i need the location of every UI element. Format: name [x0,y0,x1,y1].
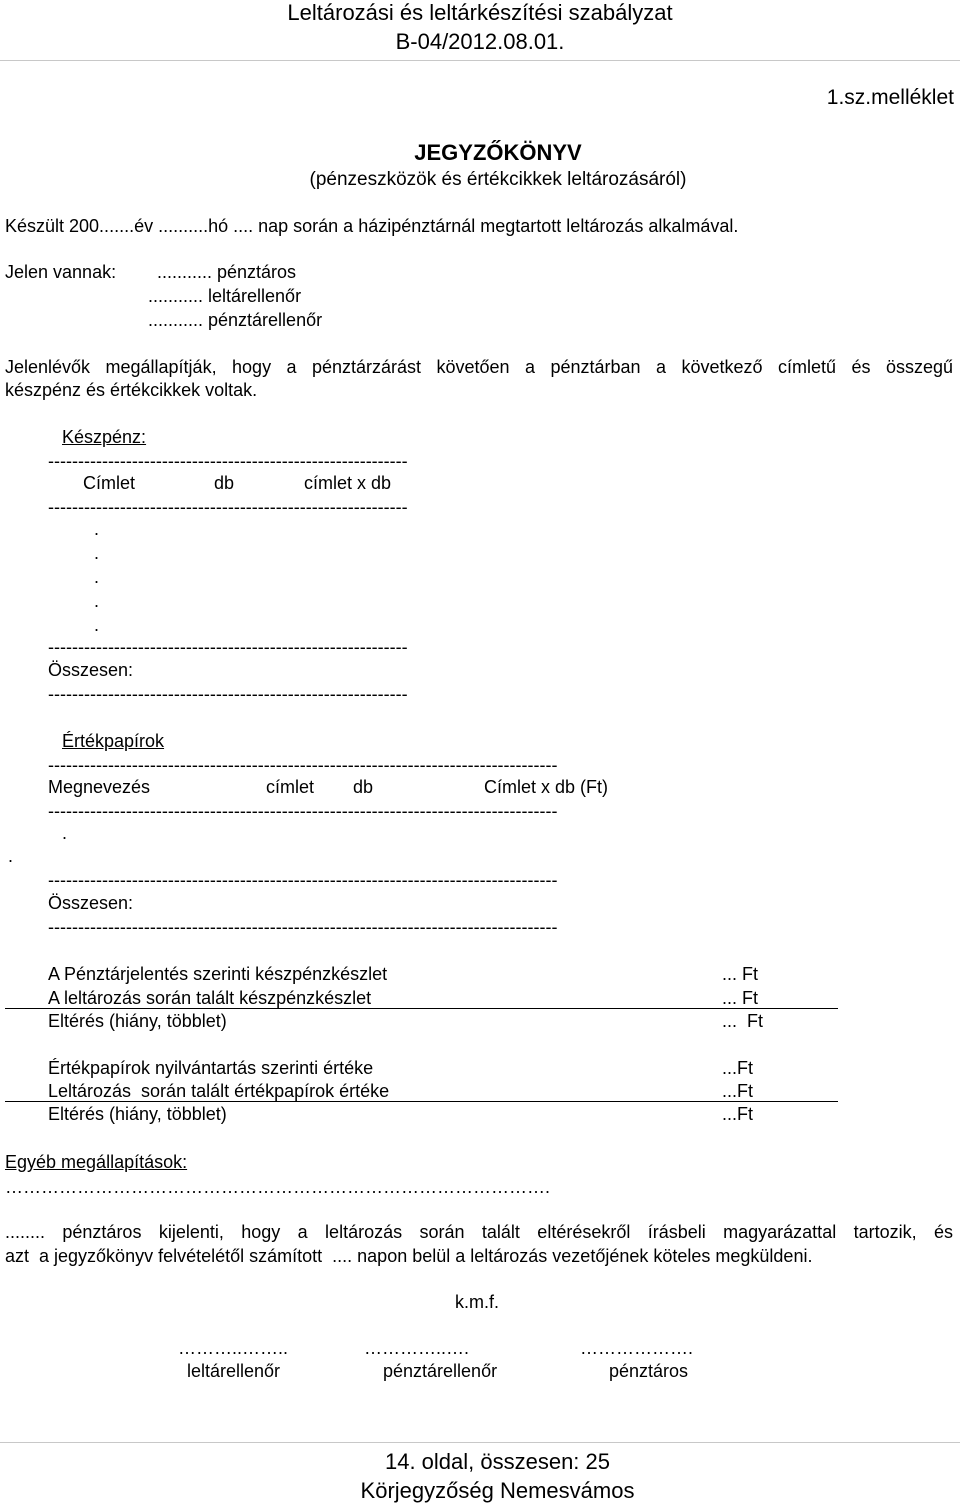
cash-separator: ------------------------------------------------------------ [48,497,408,517]
securities-separator: ------------------------------------------------------------------------------------- [48,801,558,821]
recon-row-label: Értékpapírok nyilvántartás szerinti értéke [48,1058,374,1078]
signature-role: pénztáros [609,1361,689,1381]
signature-role: leltárellenőr [187,1361,281,1381]
securities-col-amount: Címlet x db (Ft) [484,777,609,797]
securities-separator: ------------------------------------------------------------------------------------- [48,917,558,937]
other-findings-dots: ………………………………………………………………………………. [5,1177,551,1197]
document-subtitle: (pénzeszközök és értékcikkek leltározásáról) [309,169,687,190]
header-divider [0,60,960,61]
footer-divider [0,1442,960,1443]
other-findings-label: Egyéb megállapítások: [5,1152,188,1172]
header-title: Leltározási és leltárkészítési szabályzat [287,0,673,25]
securities-col-name: Megnevezés [48,777,151,797]
cash-col-amount: címlet x db [304,473,392,493]
recon-row-value: ...Ft [722,1104,753,1124]
securities-col-denomination: címlet [266,777,315,797]
signature-dots: ………………. [580,1338,694,1358]
securities-separator: ------------------------------------------------------------------------------------- [48,870,558,890]
cash-col-denomination: Címlet [83,473,136,493]
present-cash-controller: ........... pénztárellenőr [148,310,323,330]
cash-col-count: db [214,473,235,493]
cash-row-dot: . [94,615,100,635]
recon-row-value: ...Ft [722,1058,753,1078]
securities-side-dot: . [8,846,14,866]
signature-role: pénztárellenőr [383,1361,498,1381]
cash-row-dot: . [94,543,100,563]
made-line: Készült 200.......év ..........hó .... nap során a házipénztárnál megtartott leltározás alkalmával. [5,216,739,236]
footer-org: Körjegyzőség Nemesvámos [360,1478,635,1503]
securities-col-count: db [353,777,374,797]
cash-row-dot: . [94,519,100,539]
cash-separator: ------------------------------------------------------------ [48,684,408,704]
recon-row-value: ... Ft [722,1011,764,1031]
cash-separator: ------------------------------------------------------------ [48,451,408,471]
closing-line-1: ........ pénztáros kijelenti, hogy a leltározás során talált eltérésekről írásbeli magyarázattal tartozik, és [5,1222,953,1242]
statement-line-2: készpénz és értékcikkek voltak. [5,380,258,400]
recon-rule [5,1101,838,1102]
signature-dots: …………..…. [364,1338,470,1358]
document-title: JEGYZŐKÖNYV [414,140,582,165]
footer-page: 14. oldal, összesen: 25 [384,1449,611,1474]
recon-row-value: ...Ft [722,1081,753,1101]
statement-line-1: Jelenlévők megállapítják, hogy a pénztárzárást követően a pénztárban a következő címletű és összegű [5,357,953,377]
securities-heading: Értékpapírok [62,731,165,751]
present-cashier: ........... pénztáros [157,262,297,282]
recon-row-label: Leltározás során talált értékpapírok értéke [48,1081,390,1101]
cash-total-label: Összesen: [48,660,134,680]
cash-row-dot: . [94,567,100,587]
recon-row-value: ... Ft [722,964,758,984]
closing-line-2: azt a jegyzőkönyv felvételétől számított .... napon belül a leltározás vezetőjének köteles megküldeni. [5,1246,813,1266]
securities-total-label: Összesen: [48,893,134,913]
recon-rule [5,1008,838,1009]
recon-row-label: A leltározás során talált készpénzkészlet [48,988,372,1008]
present-inventory-controller: ........... leltárellenőr [148,286,302,306]
signature-dots: ………..…….. [178,1338,289,1358]
kmf-label: k.m.f. [455,1292,499,1312]
annex-label: 1.sz.melléklet [826,86,954,109]
recon-row-value: ... Ft [722,988,758,1008]
recon-row-label: Eltérés (hiány, többlet) [48,1011,227,1031]
cash-heading: Készpénz: [62,427,147,447]
securities-row-dot: . [62,823,68,843]
recon-row-label: A Pénztárjelentés szerinti készpénzkészlet [48,964,388,984]
securities-separator: ------------------------------------------------------------------------------------- [48,755,558,775]
recon-row-label: Eltérés (hiány, többlet) [48,1104,227,1124]
header-code: B-04/2012.08.01. [395,29,565,54]
present-label: Jelen vannak: [5,262,117,282]
cash-separator: ------------------------------------------------------------ [48,637,408,657]
cash-row-dot: . [94,591,100,611]
